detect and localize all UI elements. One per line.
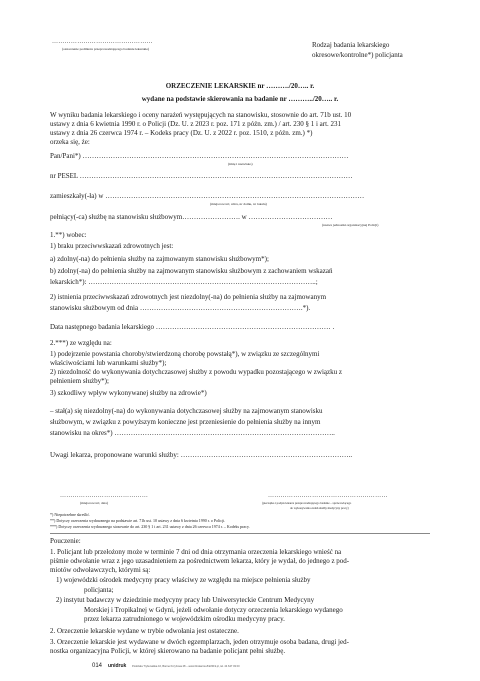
instruction-line: nostka organizacyjna Policji, w której skierowano na badanie policjant pełni służbę. — [50, 647, 286, 655]
instruction-line: policjanta; — [84, 586, 114, 594]
section1-item-b-line2[interactable]: lekarskich*): ……………………………………………………………………………………..; — [50, 278, 318, 286]
intro-line-4: orzeka się, że: — [50, 138, 90, 146]
section2-period-field[interactable]: stanowisku na okres*) ………………………………………………………………………………….. — [50, 429, 335, 437]
unit-caption: (nazwa jednostki organizacyjnej Policji) — [322, 223, 379, 227]
footnote-1: *) Niepotrzebne skreślić. — [50, 512, 91, 517]
instruction-line: Morskiej i Tropikalnej w Gdyni, jeżeli odwołanie dotyczy orzeczenia lekarskiego wydanego — [84, 606, 343, 614]
section2-item3[interactable]: 3) szkodliwy wpływ wykonywanej służby na zdrowie*) — [50, 389, 207, 397]
doctor-signature-caption-1: (pieczątka i podpis lekarza przeprowadzającego badanie – sprawowiącego — [262, 501, 352, 505]
doctor-signature-dots[interactable]: ………………………………………………… — [268, 493, 388, 499]
footnote-2: **) Dotyczy orzeczenia wydawanego na podstawie art. 71b ust. 10 ustawy z dnia 6 kwietnia 1990 r. o Policji. — [50, 518, 226, 523]
instruction-line: miotów odwoławczych, którymi są: — [50, 566, 151, 574]
intro-line-1: W wyniku badania lekarskiego i oceny narażeń występujących na stanowisku, stosownie do art. 71b ust. 10 — [50, 111, 352, 119]
pesel-field[interactable]: nr PESEL ……………………………………………………………………………………………………… — [50, 172, 353, 180]
section2-conclusion-line2: służbowym, w związku z powyższym konieczne jest przeniesienie do pełnienia służby na innym — [50, 418, 321, 426]
section1-item2-line1[interactable]: 2) istnienia przeciwwskazań zdrowotnych jest niezdolny(-na) do pełnienia służby na zajmowanym — [50, 293, 327, 301]
divider — [50, 533, 430, 534]
footnote-3: ***) Dotyczy orzeczenia wydawanego stosownie do art. 230 § 1 i art. 231 ustawy z dnia 26 czerwca 1974 r. – Kodeks pracy. — [50, 524, 250, 529]
form-number: 014 — [92, 663, 103, 669]
instruction-line: 2. Orzeczenie lekarskie wydane w trybie odwołania jest ostateczne. — [50, 627, 239, 635]
intro-line-2: ustawy z dnia 6 kwietnia 1990 r. o Policji (Dz. U. z 2023 r. poz. 171 z późn. zm.) / art. 230 § 1 i art. 231 — [50, 120, 342, 128]
exam-type-options[interactable]: okresowe/kontrolne*) policjanta — [312, 51, 403, 59]
instruction-line: 1) wojewódzki ośrodek medycyny pracy właściwy ze względu na miejsce pełnienia służby — [56, 576, 311, 584]
service-field[interactable]: pełniący(-ca) służbę na stanowisku służbowym……………………. w ……………………………… — [50, 213, 333, 221]
instruction-line: piśmie odwołanie wraz z jego uzasadnieniem za pośrednictwem lekarza, który je wydał, do jednego z pod- — [50, 557, 350, 565]
printer-logo: unidruk — [108, 663, 127, 669]
section2-item1-line2[interactable]: właściwościami lub warunkami służby*); — [50, 359, 167, 367]
section1-item1: 1) braku przeciwwskazań zdrowotnych jest: — [50, 242, 174, 250]
instruction-line: 1. Policjant lub przełożony może w terminie 7 dni od dnia otrzymania orzeczenia lekarskiego wnieść na — [50, 548, 342, 556]
stamp-dots: ………………………………………… — [52, 39, 153, 45]
section2-conclusion-line1: – stał(a) się niezdolny(-na) do wykonywania dotychczasowej służby na zajmowanym stanowisku — [50, 407, 323, 415]
section2-item2-line2[interactable]: pełnieniem służby*); — [50, 377, 109, 385]
instruction-heading: Pouczenie: — [50, 537, 81, 545]
section1-item-b-line1[interactable]: b) zdolny(-na) do pełnienia służby na zajmowanym stanowisku służbowym z zachowaniem wskazań — [50, 267, 333, 275]
document-subtitle: wydane na podstawie skierowania na badanie nr ………../20….. r. — [141, 95, 339, 103]
name-caption: (imię i nazwisko) — [228, 162, 253, 166]
address-caption: (miejscowość, ulica, nr domu, nr lokalu) — [210, 202, 267, 206]
section2-item1-line1[interactable]: 1) podejrzenie powstania choroby/stwierdzoną chorobę powstałą*), w związku ze szczególnymi — [50, 350, 320, 358]
instruction-line: przez lekarza zatrudnionego w wojewódzkim ośrodku medycyny pracy. — [84, 615, 285, 623]
section2-item2-line1[interactable]: 2) niezdolność do wykonywania dotychczasowej służby z powodu wypadku pozostającego w związku z — [50, 368, 342, 376]
place-date-dots[interactable]: …………………………………… — [60, 493, 149, 499]
instruction-line: 3. Orzeczenie lekarskie jest wydawane w dwóch egzemplarzach, jeden otrzymuje osoba badana, drugi jed- — [50, 638, 349, 646]
section2-heading: 2.***) ze względu na: — [50, 339, 112, 347]
name-field[interactable]: Pan/Pani*) …………………………………………………………………………………………………… — [50, 152, 349, 160]
stamp-caption: (oznaczenie podmiotu przeprowadzającego badanie lekarskie) — [62, 47, 150, 51]
section1-item2-line2[interactable]: stanowisku służbowym od dnia …………………………………………………………….*). — [50, 304, 311, 312]
document-title: ORZECZENIE LEKARSKIE nr ………./20….. r. — [165, 82, 315, 90]
remarks-field[interactable]: Uwagi lekarza, proponowane warunki służby: ……………………………………………………………….. — [50, 451, 353, 459]
address-field[interactable]: zamieszkały(-ła) w ………………………………………………………………………………………………… — [50, 192, 365, 200]
instruction-line: 2) instytut badawczy w dziedzinie medycyny pracy lub Uniwersyteckie Centrum Medycyny — [56, 596, 315, 604]
place-date-caption: (miejscowość, data) — [80, 501, 108, 505]
section1-heading: 1.**) wobec: — [50, 231, 87, 239]
doctor-signature-caption-2: do wykonywania zadań służby medycyny pracy) — [290, 506, 349, 510]
intro-line-3: ustawy z dnia 26 czerwca 1974 r. – Kodeks pracy (Dz. U. z 2022 r. poz. 1510, z późn. zm.) *) — [50, 129, 313, 137]
section1-item-a[interactable]: a) zdolny(-na) do pełnienia służby na zajmowanym stanowisku służbowym*); — [50, 255, 269, 263]
exam-type-label: Rodzaj badania lekarskiego — [312, 41, 390, 49]
next-exam-date-field[interactable]: Data następnego badania lekarskiego ………………………………………………………………… . — [50, 323, 335, 331]
printer-info: Podolska Trybunalska 16, Bierne Krzyżowa 28 – www.Drukarnie-84/2019.pl, tel. 44 647 03 00 — [132, 665, 240, 668]
